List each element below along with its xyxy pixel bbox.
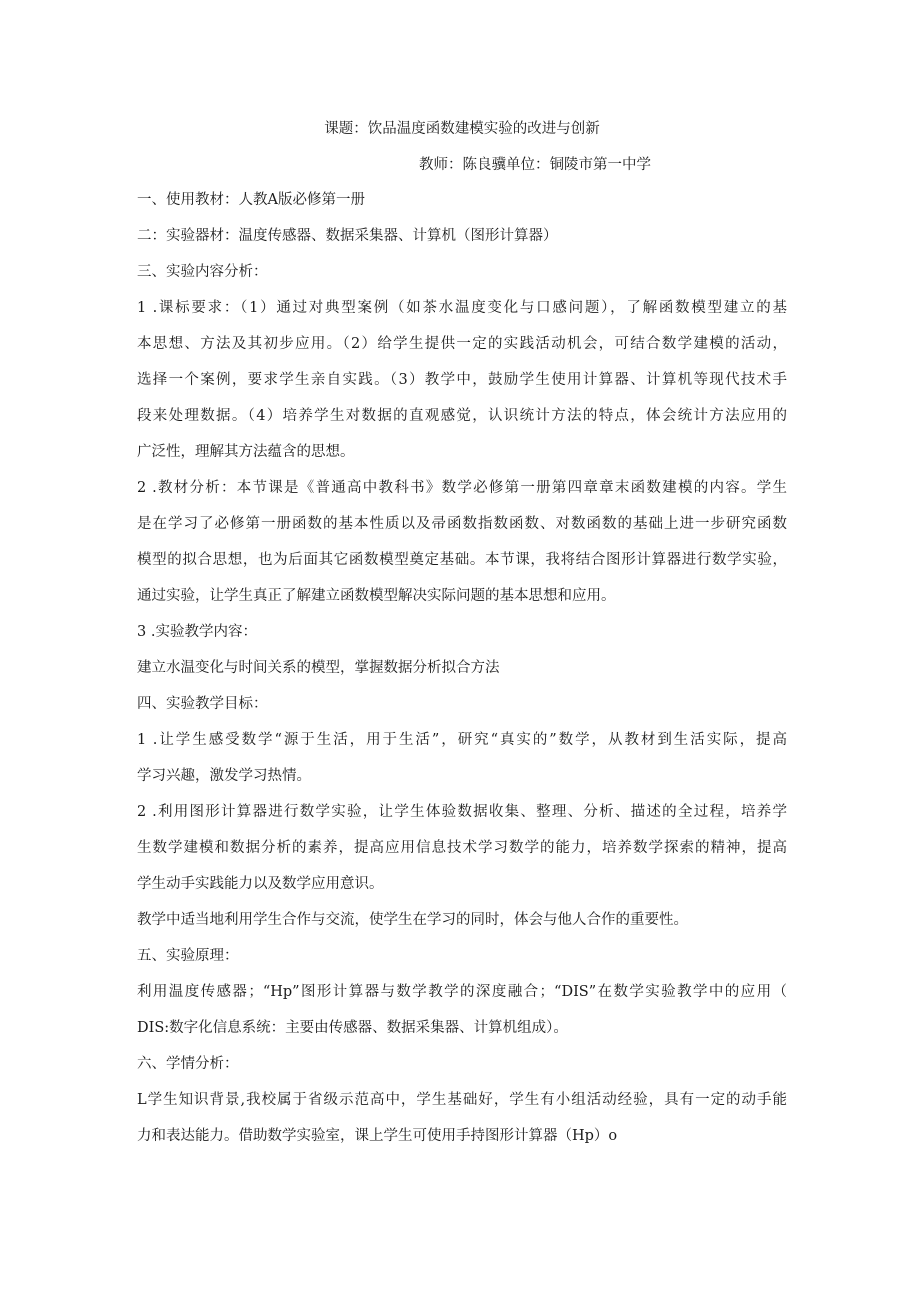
section-heading-objectives: 四、实验教学目标：: [137, 696, 268, 712]
paragraph-line: 利用温度传感器；“Hp”图形计算器与数学教学的深度融合；“DIS”在数学实验教学中的应用（: [137, 984, 787, 1000]
document-title: 课题：饮品温度函数建模实验的改进与创新: [324, 121, 600, 137]
section-heading-student-analysis: 六、学情分析：: [137, 1056, 239, 1072]
paragraph-line: 1 .课标要求：（1）通过对典型案例（如茶水温度变化与口感问题），了解函数模型建立的基: [137, 300, 787, 316]
section-heading-principle: 五、实验原理：: [137, 948, 239, 964]
paragraph-line: 1 .让学生感受数学“源于生活，用于生活”，研究“真实的”数学，从教材到生活实际，提高: [137, 732, 787, 748]
paragraph-line: 2 .教材分析：本节课是《普通高中教科书》数学必修第一册第四章章末函数建模的内容。学生: [137, 480, 787, 496]
paragraph-line: 选择一个案例，要求学生亲自实践。（3）教学中，鼓励学生使用计算器、计算机等现代技术手: [137, 372, 787, 388]
paragraph-line: 学习兴趣，激发学习热情。: [137, 768, 311, 784]
paragraph-line: 生数学建模和数据分析的素养，提高应用信息技术学习数学的能力，培养数学探索的精神，提高: [137, 840, 787, 856]
paragraph-line: 通过实验，让学生真正了解建立函数模型解决实际问题的基本思想和应用。: [137, 588, 616, 604]
paragraph-line: 模型的拟合思想，也为后面其它函数模型奠定基础。本节课，我将结合图形计算器进行数学实验，: [137, 552, 787, 568]
paragraph-line: 教学中适当地利用学生合作与交流，使学生在学习的同时，体会与他人合作的重要性。: [137, 912, 688, 928]
paragraph-line: 力和表达能力。借助数学实验室，课上学生可使用手持图形计算器（Hp）o: [137, 1128, 618, 1144]
paragraph-line: DIS:数字化信息系统：主要由传感器、数据采集器、计算机组成）。: [137, 1020, 568, 1036]
section-heading-materials: 一、使用教材：人教A版必修第一册: [137, 192, 365, 208]
paragraph-line: L学生知识背景,我校属于省级示范高中，学生基础好，学生有小组活动经验，具有一定的动手能: [137, 1092, 787, 1108]
paragraph-line: 是在学习了必修第一册函数的基本性质以及帚函数指数函数、对数函数的基础上进一步研究函数: [137, 516, 787, 532]
paragraph-line: 建立水温变化与时间关系的模型，掌握数据分析拟合方法: [137, 660, 500, 676]
section-heading-equipment: 二：实验器材：温度传感器、数据采集器、计算机（图形计算器）: [137, 228, 558, 244]
teacher-line: 教师：陈良骥单位：铜陵市第一中学: [419, 157, 651, 173]
paragraph-line: 广泛性，理解其方法蕴含的思想。: [137, 444, 355, 460]
paragraph-line: 学生动手实践能力以及数学应用意识。: [137, 876, 384, 892]
paragraph-line: 段来处理数据。（4）培养学生对数据的直观感觉，认识统计方法的特点，体会统计方法应用的: [137, 408, 787, 424]
section-heading-content-analysis: 三、实验内容分析：: [137, 264, 268, 280]
paragraph-line: 本思想、方法及其初步应用。（2）给学生提供一定的实践活动机会，可结合数学建模的活动，: [137, 336, 787, 352]
paragraph-line: 2 .利用图形计算器进行数学实验，让学生体验数据收集、整理、分析、描述的全过程，培养学: [137, 804, 787, 820]
subheading-teaching-content: 3 .实验教学内容：: [137, 624, 257, 640]
